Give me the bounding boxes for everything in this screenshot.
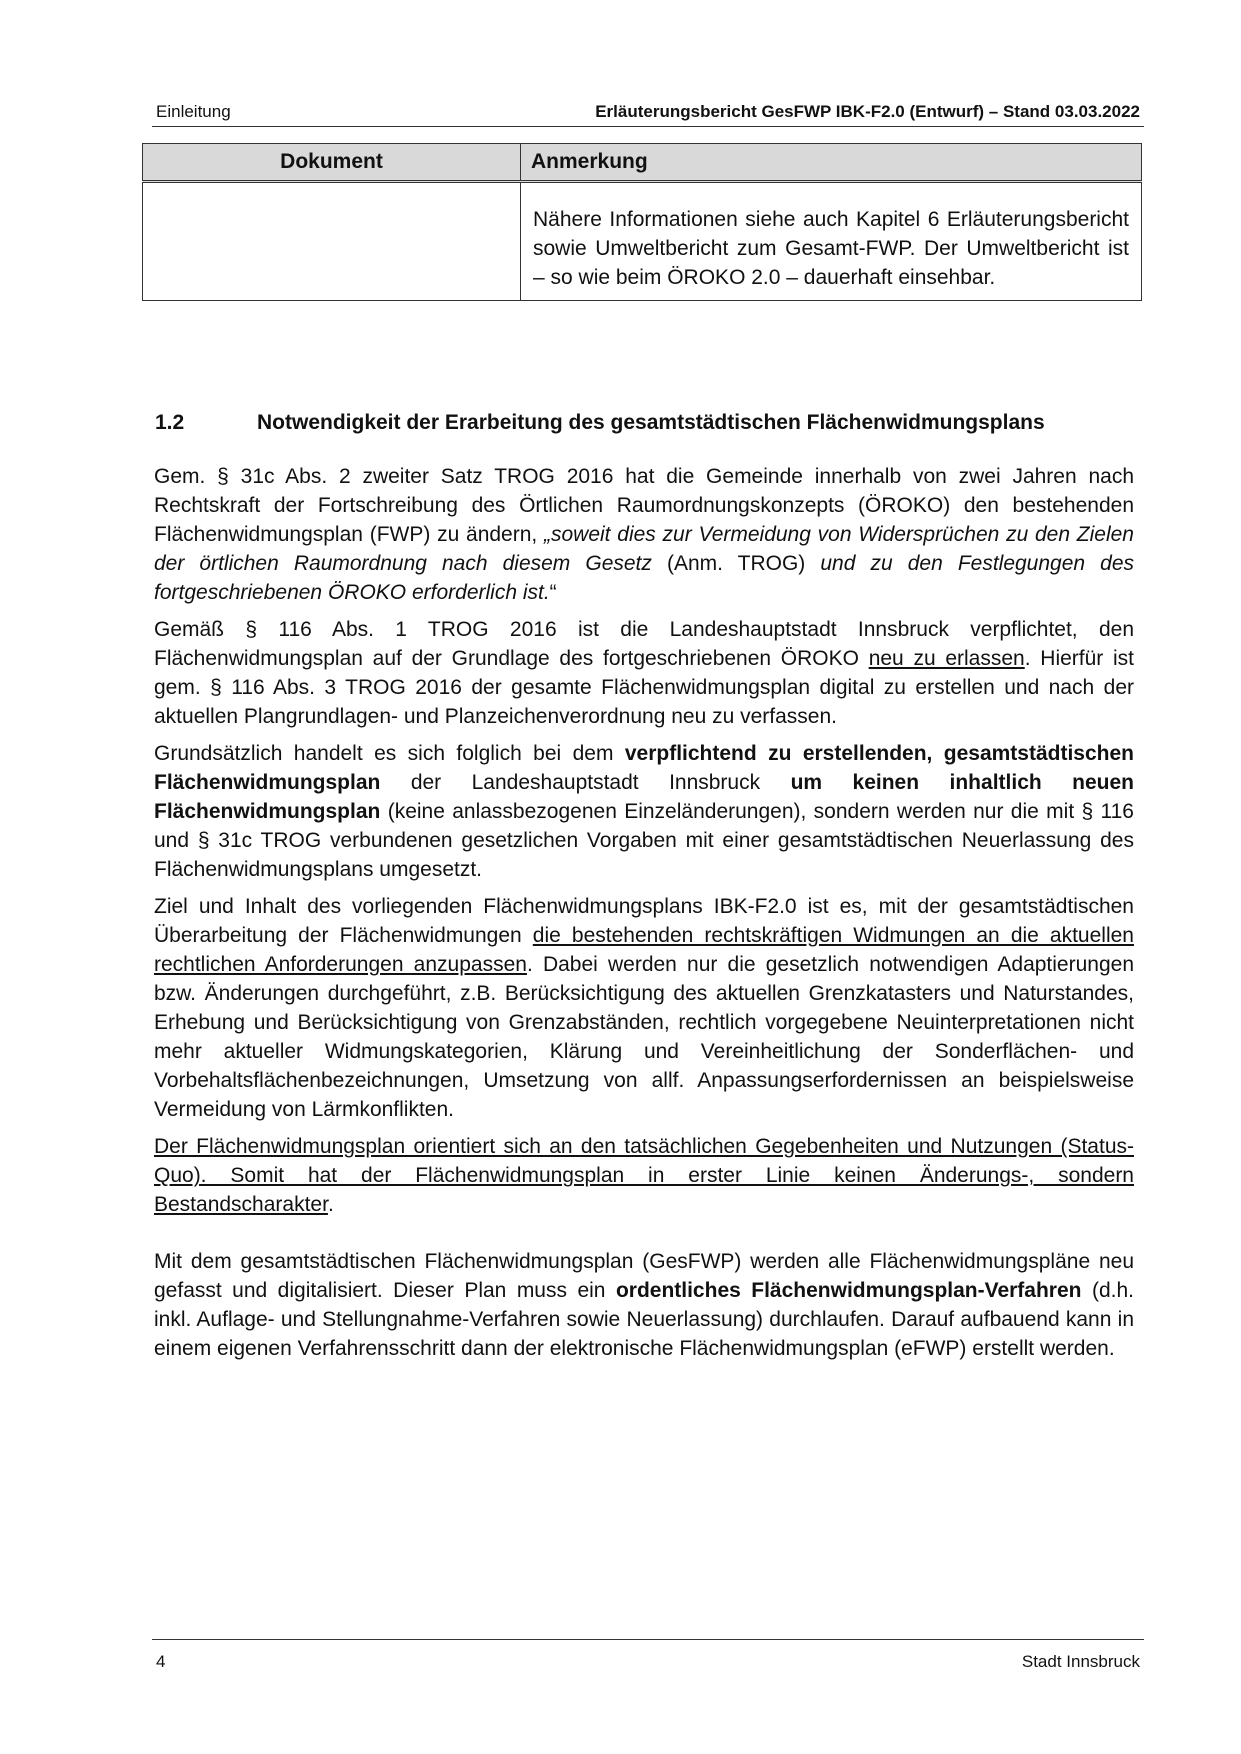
text-run: . <box>327 1193 334 1216</box>
section-title: Notwendigkeit der Erarbeitung des gesamtstädtischen Flächenwidmungsplans <box>257 411 1045 434</box>
page-footer <box>152 1639 1144 1671</box>
paragraph <box>154 1247 1134 1363</box>
underlined-text: die bestehenden rechtskräftigen Widmungen an die aktuellen rechtlichen Anforderungen anzupassen <box>154 924 1134 976</box>
page-header <box>152 102 1144 127</box>
text-run: Gem. § 31c Abs. 2 zweiter Satz TROG 2016 hat die Gemeinde innerhalb von zwei Jahren nach Rechtskraft der Fortschreibung des Örtlichen Raumordnungskonzepts (ÖROKO) den bestehenden Flächenwidmungsplan (FWP) zu ändern, <box>154 465 1134 546</box>
text-run: Ziel und Inhalt des vorliegenden Flächenwidmungsplans IBK-F2.0 ist es, mit der gesamtstädtischen Überarbeitung der Flächenwidmungen <box>154 895 1134 947</box>
text-run: Mit dem gesamtstädtischen Flächenwidmungsplan (GesFWP) werden alle Flächenwidmungspläne neu gefasst und digitalisiert. Dieser Plan muss ein <box>154 1250 1134 1302</box>
paragraph <box>154 892 1134 1124</box>
text-run: (keine anlassbezogenen Einzeländerungen), sondern werden nur die mit § 116 und § 31c TROG verbundenen gesetzlichen Vorgaben mit einer gesamtstädtischen Neuerlassung des Flächenwidmungsplans umgesetzt. <box>154 800 1134 881</box>
bold-text: um keinen inhaltlich neuen Flächenwidmungsplan <box>154 771 1134 823</box>
header-chapter: Einleitung <box>156 102 231 121</box>
text-run: (Anm. TROG) <box>651 552 821 575</box>
document-table <box>142 143 1142 301</box>
text-run: “ <box>549 581 557 604</box>
text-run: . Hierfür ist gem. § 116 Abs. 3 TROG 2016 der gesamte Flächenwidmungsplan digital zu erstellen und nach der aktuellen Plangrundlagen- und Planzeichenverordnung neu zu verfassen. <box>154 647 1135 728</box>
bold-text: verpflichtend zu erstellenden, gesamtstädtischen Flächenwidmungsplan <box>154 742 1134 794</box>
underlined-text: Der Flächenwidmungsplan orientiert sich an den tatsächlichen Gegebenheiten und Nutzungen (Status-Quo). Somit hat der Flächenwidmungsplan in erster Linie keinen Änderungs-, sondern Bestandscharakter <box>154 1135 1134 1216</box>
bold-text: ordentliches Flächenwidmungsplan-Verfahren <box>615 1279 1082 1302</box>
footer-publisher: Stadt Innsbruck <box>1021 1652 1140 1671</box>
text-run: Grundsätzlich handelt es sich folglich bei dem <box>154 742 625 765</box>
table-row <box>143 182 1142 301</box>
section-number: 1.2 <box>155 411 185 434</box>
paragraph <box>154 1132 1134 1219</box>
page-number: 4 <box>156 1652 166 1671</box>
underlined-text: neu zu erlassen <box>868 647 1025 670</box>
header-document-title: Erläuterungsbericht GesFWP IBK-F2.0 (Entwurf) – Stand 03.03.2022 <box>595 102 1140 121</box>
paragraph <box>154 739 1134 884</box>
italic-quote: „soweit dies zur Vermeidung von Widersprüchen zu den Zielen der örtlichen Raumordnung nach diesem Gesetz <box>154 523 1134 575</box>
paragraph <box>154 615 1134 731</box>
italic-quote: und zu den Festlegungen des fortgeschriebenen ÖROKO erforderlich ist. <box>154 552 1134 604</box>
text-run: . Dabei werden nur die gesetzlich notwendigen Adaptierungen bzw. Änderungen durchgeführt, z.B. Berücksichtigung des aktuellen Grenzkatasters und Naturstandes, Erhebung und Berücksichtigung von Grenzabständen, rechtlich vorgegebene Neuinterpretationen nicht mehr aktueller Widmungskategorien, Klärung und Vereinheitlichung der Sonderflächen- und Vorbehaltsflächenbezeichnungen, Umsetzung von allf. Anpassungserfordernissen an beispielsweise Vermeidung von Lärmkonflikten. <box>154 953 1135 1121</box>
text-run: der Landeshauptstadt Innsbruck <box>380 771 791 794</box>
text-run: (d.h. inkl. Auflage- und Stellungnahme-Verfahren sowie Neuerlassung) durchlaufen. Darauf aufbauend kann in einem eigenen Verfahrensschritt dann der elektronische Flächenwidmungsplan (eFWP) erstellt werden. <box>154 1279 1134 1360</box>
table-header-dokument: Dokument <box>143 144 521 182</box>
body-text <box>154 462 1134 1371</box>
table-cell-anmerkung: Nähere Informationen siehe auch Kapitel 6 Erläuterungsbericht sowie Umweltbericht zum Gesamt-FWP. Der Umweltbericht ist – so wie beim ÖROKO 2.0 – dauerhaft einsehbar. <box>521 182 1142 301</box>
table-header-row <box>143 144 1142 182</box>
table-header-anmerkung: Anmerkung <box>521 144 1142 182</box>
paragraph <box>154 462 1134 607</box>
text-run: Gemäß § 116 Abs. 1 TROG 2016 ist die Landeshauptstadt Innsbruck verpflichtet, den Flächenwidmungsplan auf der Grundlage des fortgeschriebenen ÖROKO <box>154 618 1134 670</box>
table-cell-dokument <box>143 182 521 301</box>
